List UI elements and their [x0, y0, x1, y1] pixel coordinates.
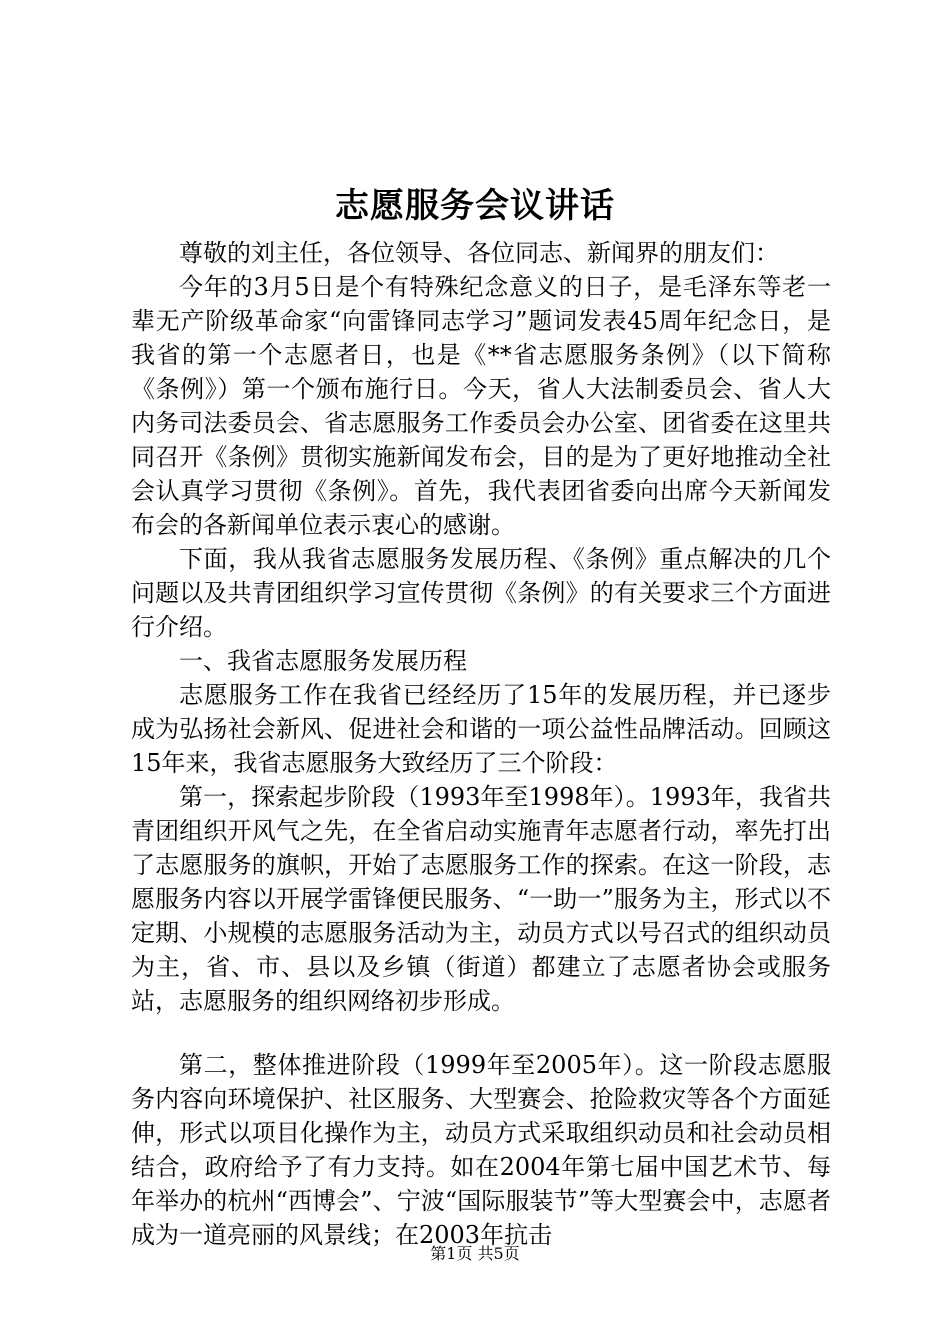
stage-one-paragraph: 第一，探索起步阶段（1993年至1998年）。1993年，我省共青团组织开风气之先，在全省启动实施青年志愿者行动，率先打出了志愿服务的旗帜，开始了志愿服务工作的探索。在这一阶段，志愿服务内容以开展学雷锋便民服务、“一助一”服务为主，形式以不定期、小规模的志愿服务活动为主，动员方式以号召式的组织动员为主，省、市、县以及乡镇（街道）都建立了志愿者协会或服务站，志愿服务的组织网络初步形成。 — [131, 783, 831, 1015]
outline-paragraph: 下面，我从我省志愿服务发展历程、《条例》重点解决的几个问题以及共青团组织学习宣传贯彻《条例》的有关要求三个方面进行介绍。 — [131, 545, 831, 641]
salutation-paragraph: 尊敬的刘主任，各位领导、各位同志、新闻界的朋友们： — [179, 239, 779, 267]
document-body — [131, 236, 831, 1252]
history-paragraph: 志愿服务工作在我省已经经历了15年的发展历程，并已逐步成为弘扬社会新风、促进社会和谐的一项公益性品牌活动。回顾这15年来，我省志愿服务大致经历了三个阶段： — [131, 681, 831, 777]
document-title: 志愿服务会议讲话 — [335, 186, 615, 226]
stage-two-paragraph: 第二，整体推进阶段（1999年至2005年）。这一阶段志愿服务内容向环境保护、社区服务、大型赛会、抢险救灾等各个方面延伸，形式以项目化操作为主，动员方式采取组织动员和社会动员相结合，政府给予了有力支持。如在2004年第七届中国艺术节、每年举办的杭州“西博会”、宁波“国际服装节”等大型赛会中，志愿者成为一道亮丽的风景线；在2003年抗击 — [131, 1051, 831, 1249]
page-footer: 第1页 共5页 — [430, 1244, 520, 1263]
section-heading: 一、我省志愿服务发展历程 — [179, 647, 467, 675]
intro-paragraph: 今年的3月5日是个有特殊纪念意义的日子，是毛泽东等老一辈无产阶级革命家“向雷锋同志学习”题词发表45周年纪念日，是我省的第一个志愿者日，也是《**省志愿服务条例》（以下简称《条例》）第一个颁布施行日。今天，省人大法制委员会、省人大内务司法委员会、省志愿服务工作委员会办公室、团省委在这里共同召开《条例》贯彻实施新闻发布会，目的是为了更好地推动全社会认真学习贯彻《条例》。首先，我代表团省委向出席今天新闻发布会的各新闻单位表示衷心的感谢。 — [131, 273, 831, 539]
